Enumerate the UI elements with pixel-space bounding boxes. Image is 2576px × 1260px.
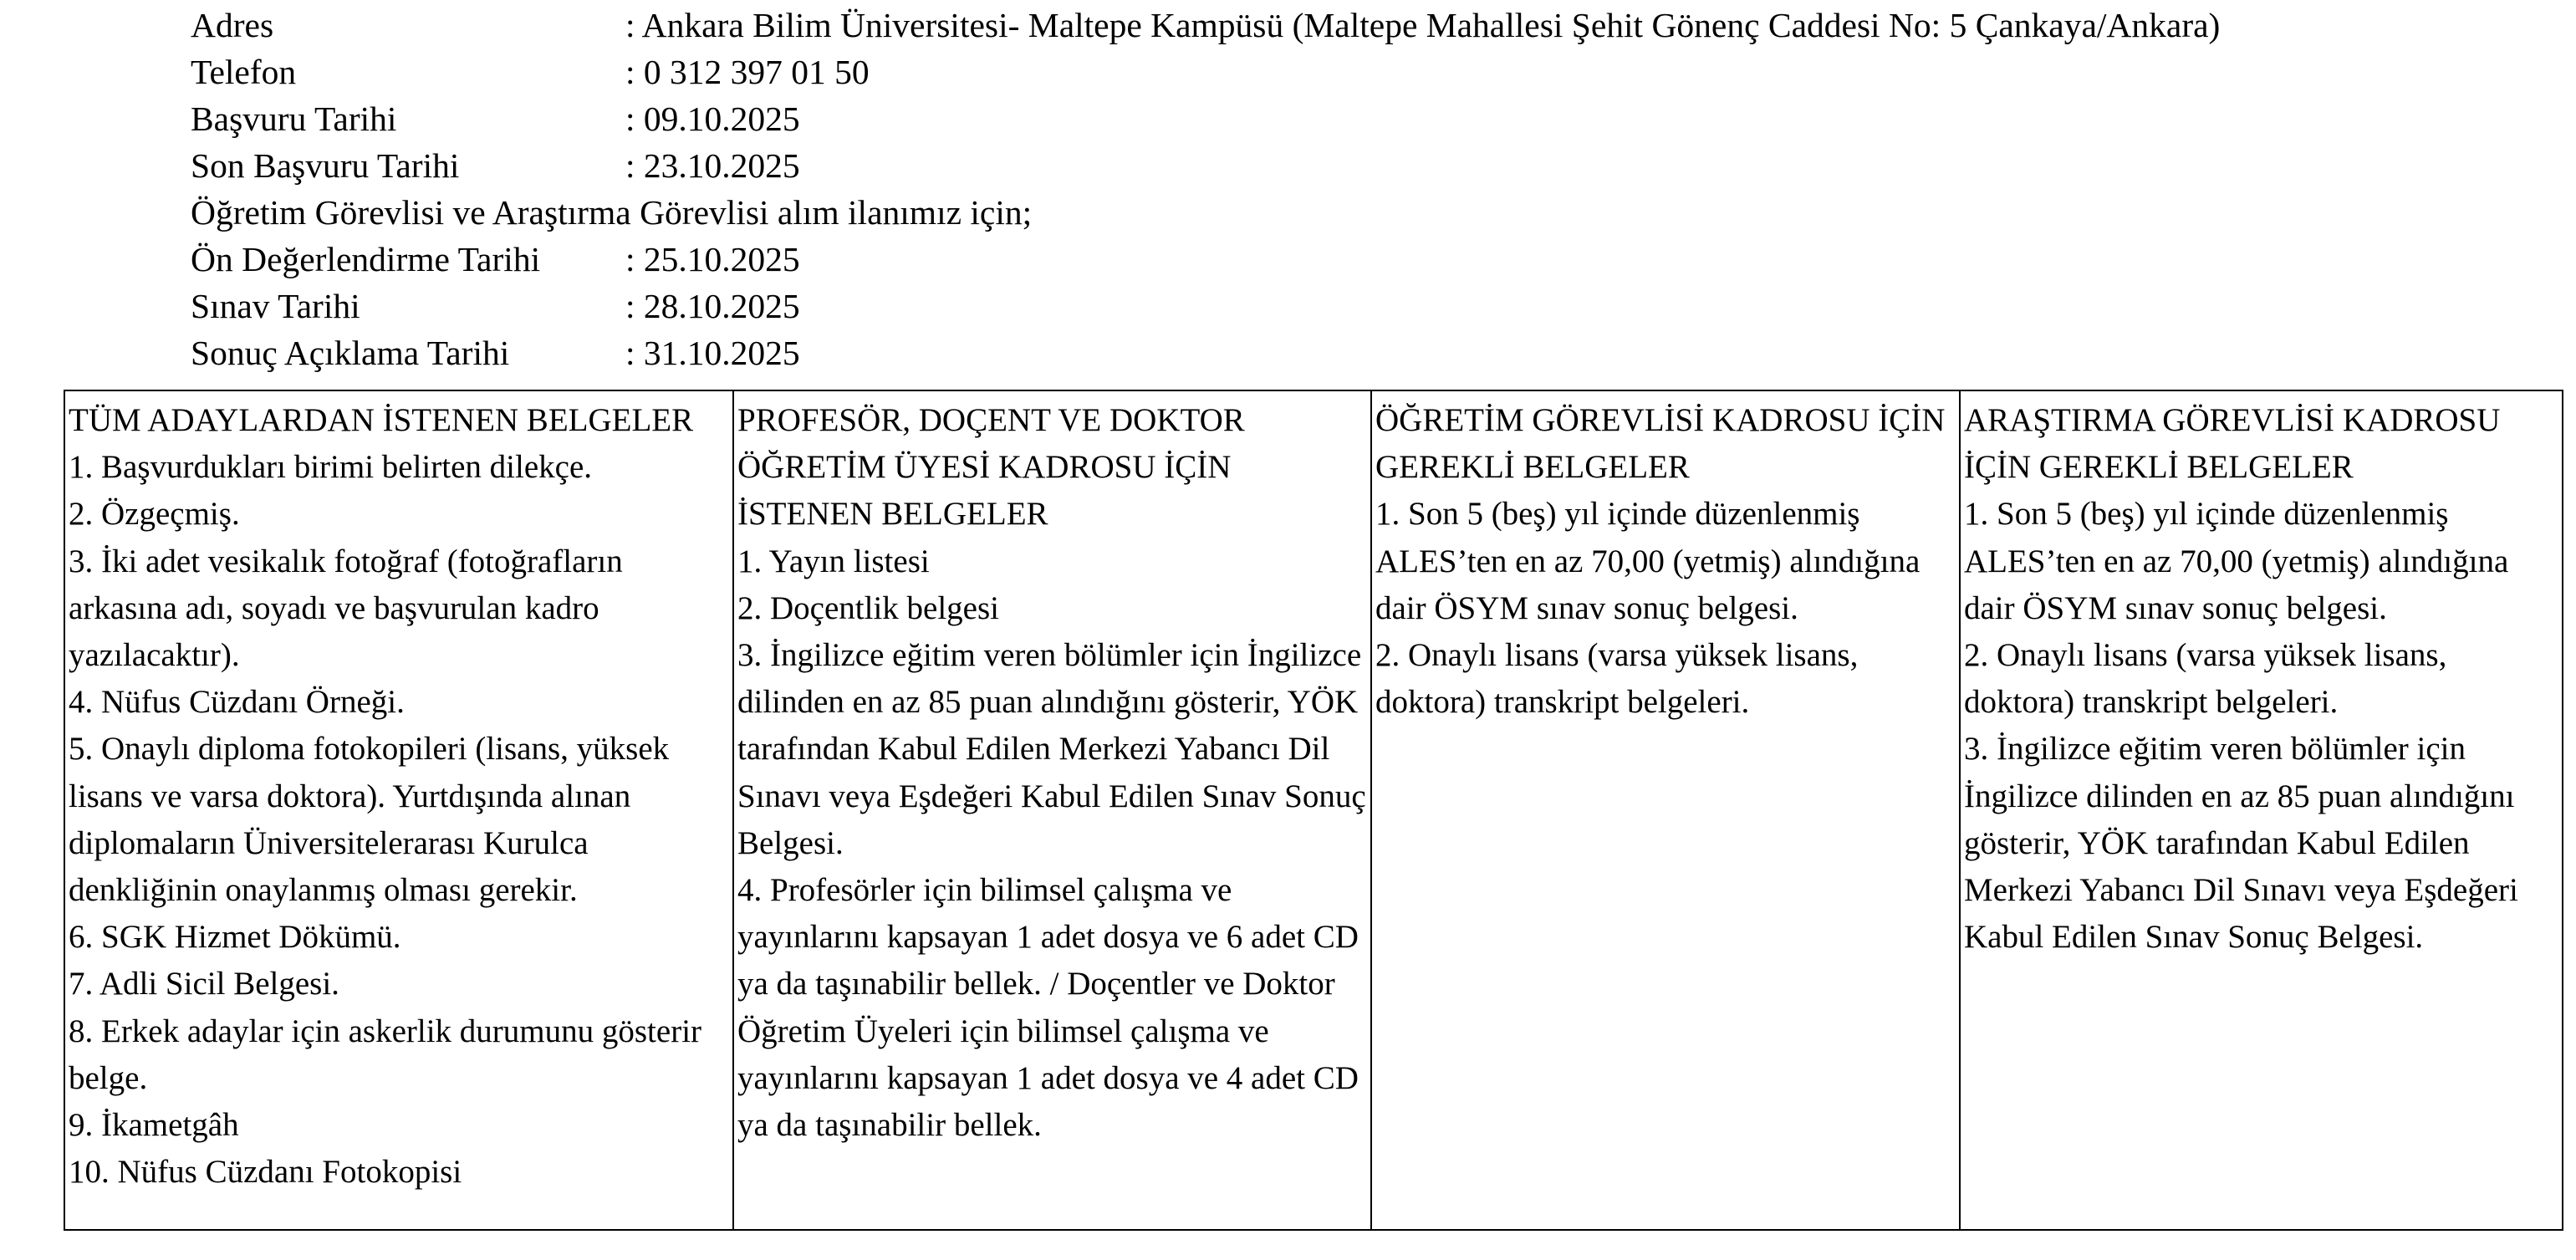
info-row-address [191,2,2220,48]
column-heading: TÜM ADAYLARDAN İSTENEN BELGELER [69,402,694,438]
list-item: 2. Onaylı lisans (varsa yüksek lisans, doktora) transkript belgeleri. [1375,637,1859,721]
info-label: Başvuru Tarihi [191,99,397,138]
info-note [191,189,2220,236]
list-item: 6. SGK Hizmet Dökümü. [69,919,401,956]
list-item: 1. Başvurdukları birimi belirten dilekçe. [69,449,592,486]
info-value: : Ankara Bilim Üniversitesi- Maltepe Kampüsü (Maltepe Mahallesi Şehit Gönenç Caddesi No: 5 Çankaya/Ankara) [625,6,2221,44]
info-value: : 25.10.2025 [625,240,800,278]
info-row-phone [191,48,2220,95]
column-heading: PROFESÖR, DOÇENT VE DOKTOR ÖĞRETİM ÜYESİ KADROSU İÇİN İSTENEN BELGELER [737,402,1245,533]
info-value: : 0 312 397 01 50 [625,53,870,91]
list-item: 4. Profesörler için bilimsel çalışma ve yayınlarını kapsayan 1 adet dosya ve 6 adet CD ya da taşınabilir bellek. / Doçentler ve Doktor Öğretim Üyeleri için bilimsel çalışma ve yayınlarını kapsayan 1 adet dosya ve 4 adet CD ya da taşınabilir bellek. [737,872,1359,1144]
column-heading: ÖĞRETİM GÖREVLİSİ KADROSU İÇİN GEREKLİ BELGELER [1375,402,1946,486]
info-value: : 31.10.2025 [625,334,800,372]
info-label: Ön Değerlendirme Tarihi [191,240,541,278]
list-item: 1. Yayın listesi [737,543,930,579]
info-label: Adres [191,6,274,44]
column-faculty-staff [733,390,1371,1230]
info-label: Sonuç Açıklama Tarihi [191,334,510,372]
info-row-application-date [191,95,2220,142]
list-item: 2. Doçentlik belgesi [737,589,1000,626]
column-all-candidates [64,390,733,1230]
list-item: 2. Onaylı lisans (varsa yüksek lisans, doktora) transkript belgeleri. [1964,637,2447,721]
list-item: 1. Son 5 (beş) yıl içinde düzenlenmiş ALES’ten en az 70,00 (yetmiş) alındığına dair ÖSYM sınav sonuç belgesi. [1964,496,2509,626]
info-row-exam-date [191,283,2220,329]
info-note-text: Öğretim Görevlisi ve Araştırma Görevlisi alım ilanımız için; [191,193,1033,232]
info-label: Son Başvuru Tarihi [191,146,460,185]
info-label: Telefon [191,53,297,91]
list-item: 1. Son 5 (beş) yıl içinde düzenlenmiş ALES’ten en az 70,00 (yetmiş) alındığına dair ÖSYM sınav sonuç belgesi. [1375,496,1921,626]
info-row-pre-evaluation-date [191,236,2220,283]
application-info [191,2,2220,376]
column-heading: ARAŞTIRMA GÖREVLİSİ KADROSU İÇİN GEREKLİ BELGELER [1964,402,2501,486]
list-item: 3. İki adet vesikalık fotoğraf (fotoğrafların arkasına adı, soyadı ve başvurulan kadro yazılacaktır). [69,543,623,674]
column-research-assistant [1960,390,2563,1230]
list-item: 2. Özgeçmiş. [69,496,240,533]
list-item: 5. Onaylı diploma fotokopileri (lisans, yüksek lisans ve varsa doktora). Yurtdışında alınan diplomaların Üniversitelerarası Kurulca denkliğinin onaylanmış olması gerekir. [69,731,670,909]
list-item: 8. Erkek adaylar için askerlik durumunu gösterir belge. [69,1013,702,1096]
list-item: 4. Nüfus Cüzdanı Örneği. [69,684,405,721]
required-documents-table [64,390,2563,1231]
list-item: 9. İkametgâh [69,1107,239,1144]
list-item: 7. Adli Sicil Belgesi. [69,966,339,1002]
info-value: : 28.10.2025 [625,287,800,325]
info-row-result-date [191,329,2220,376]
info-label: Sınav Tarihi [191,287,360,325]
table-row [64,390,2563,1230]
list-item: 3. İngilizce eğitim veren bölümler için İngilizce dilinden en az 85 puan alındığını gösterir, YÖK tarafından Kabul Edilen Merkezi Yabancı Dil Sınavı veya Eşdeğeri Kabul Edilen Sınav Sonuç Belgesi. [737,637,1366,861]
list-item: 3. İngilizce eğitim veren bölümler için İngilizce dilinden en az 85 puan alındığını gösterir, YÖK tarafından Kabul Edilen Merkezi Yabancı Dil Sınavı veya Eşdeğeri Kabul Edilen Sınav Sonuç Belgesi. [1964,731,2518,956]
column-lecturer [1371,390,1960,1230]
info-value: : 09.10.2025 [625,99,800,138]
list-item: 10. Nüfus Cüzdanı Fotokopisi [69,1154,462,1191]
info-row-deadline [191,142,2220,189]
info-value: : 23.10.2025 [625,146,800,185]
